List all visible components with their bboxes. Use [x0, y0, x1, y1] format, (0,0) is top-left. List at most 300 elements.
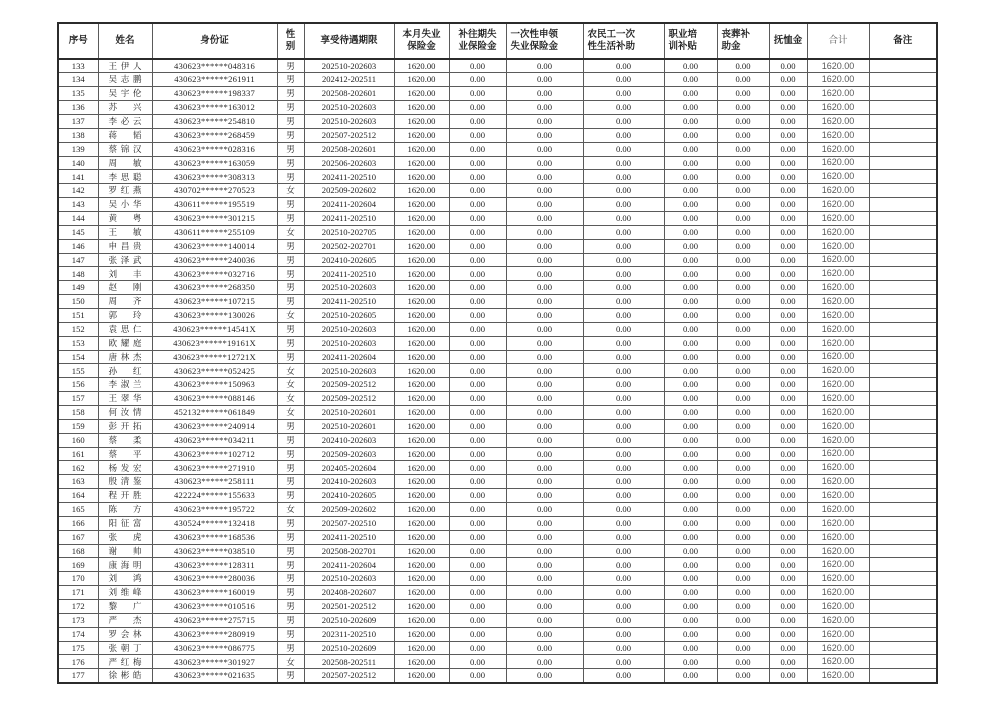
cell-pension: 0.00 [769, 655, 807, 669]
cell-remark [869, 378, 937, 392]
cell-migrant: 0.00 [583, 641, 664, 655]
cell-remark [869, 142, 937, 156]
table-row [58, 114, 937, 128]
cell-seq: 176 [58, 655, 98, 669]
cell-funeral: 0.00 [717, 530, 769, 544]
table-row [58, 641, 937, 655]
table-row [58, 170, 937, 184]
cell-id: 430623******240036 [152, 253, 277, 267]
cell-seq: 155 [58, 364, 98, 378]
cell-seq: 137 [58, 114, 98, 128]
cell-period: 202408-202607 [304, 586, 394, 600]
cell-monthly: 1620.00 [394, 128, 449, 142]
cell-pension: 0.00 [769, 544, 807, 558]
cell-seq: 175 [58, 641, 98, 655]
cell-seq: 150 [58, 295, 98, 309]
cell-seq: 172 [58, 600, 98, 614]
cell-training: 0.00 [664, 253, 717, 267]
cell-lumpsum: 0.00 [506, 530, 583, 544]
cell-funeral: 0.00 [717, 600, 769, 614]
cell-seq: 167 [58, 530, 98, 544]
cell-pension: 0.00 [769, 170, 807, 184]
cell-funeral: 0.00 [717, 239, 769, 253]
cell-training: 0.00 [664, 156, 717, 170]
cell-remark [869, 530, 937, 544]
cell-makeup: 0.00 [449, 114, 506, 128]
cell-migrant: 0.00 [583, 558, 664, 572]
cell-id: 430623******280919 [152, 627, 277, 641]
cell-lumpsum: 0.00 [506, 322, 583, 336]
cell-training: 0.00 [664, 378, 717, 392]
cell-pension: 0.00 [769, 641, 807, 655]
cell-monthly: 1620.00 [394, 336, 449, 350]
cell-makeup: 0.00 [449, 59, 506, 73]
cell-lumpsum: 0.00 [506, 641, 583, 655]
cell-gender: 男 [277, 461, 304, 475]
table-row [58, 613, 937, 627]
cell-name: 刘鸿 [98, 572, 152, 586]
cell-id: 430623******301215 [152, 211, 277, 225]
table-row [58, 503, 937, 517]
cell-id: 430623******301927 [152, 655, 277, 669]
cell-funeral: 0.00 [717, 558, 769, 572]
cell-migrant: 0.00 [583, 59, 664, 73]
cell-id: 430623******150963 [152, 378, 277, 392]
table-row [58, 586, 937, 600]
cell-migrant: 0.00 [583, 114, 664, 128]
cell-makeup: 0.00 [449, 586, 506, 600]
cell-makeup: 0.00 [449, 87, 506, 101]
table-row [58, 447, 937, 461]
cell-migrant: 0.00 [583, 503, 664, 517]
cell-seq: 166 [58, 516, 98, 530]
cell-name: 阳征富 [98, 516, 152, 530]
cell-seq: 171 [58, 586, 98, 600]
cell-name: 程开胜 [98, 489, 152, 503]
cell-migrant: 0.00 [583, 378, 664, 392]
cell-makeup: 0.00 [449, 641, 506, 655]
cell-pension: 0.00 [769, 558, 807, 572]
cell-remark [869, 572, 937, 586]
cell-monthly: 1620.00 [394, 73, 449, 87]
cell-name: 吴小华 [98, 198, 152, 212]
cell-lumpsum: 0.00 [506, 225, 583, 239]
cell-migrant: 0.00 [583, 308, 664, 322]
cell-period: 202510-202603 [304, 101, 394, 115]
cell-remark [869, 59, 937, 73]
cell-monthly: 1620.00 [394, 142, 449, 156]
col-header-pension: 抚恤金 [769, 23, 807, 59]
cell-remark [869, 613, 937, 627]
cell-name: 袁思仁 [98, 322, 152, 336]
cell-pension: 0.00 [769, 613, 807, 627]
cell-remark [869, 267, 937, 281]
cell-monthly: 1620.00 [394, 156, 449, 170]
cell-funeral: 0.00 [717, 128, 769, 142]
cell-makeup: 0.00 [449, 73, 506, 87]
table-row [58, 364, 937, 378]
cell-id: 430623******010516 [152, 600, 277, 614]
cell-seq: 165 [58, 503, 98, 517]
cell-remark [869, 114, 937, 128]
cell-monthly: 1620.00 [394, 308, 449, 322]
cell-seq: 146 [58, 239, 98, 253]
cell-migrant: 0.00 [583, 322, 664, 336]
cell-total: 1620.00 [807, 156, 869, 170]
cell-seq: 152 [58, 322, 98, 336]
cell-gender: 男 [277, 419, 304, 433]
cell-period: 202510-202605 [304, 308, 394, 322]
cell-gender: 男 [277, 239, 304, 253]
cell-monthly: 1620.00 [394, 101, 449, 115]
cell-training: 0.00 [664, 114, 717, 128]
cell-id: 430623******128311 [152, 558, 277, 572]
cell-remark [869, 586, 937, 600]
cell-total: 1620.00 [807, 475, 869, 489]
cell-monthly: 1620.00 [394, 544, 449, 558]
cell-training: 0.00 [664, 586, 717, 600]
cell-remark [869, 489, 937, 503]
cell-makeup: 0.00 [449, 142, 506, 156]
cell-migrant: 0.00 [583, 433, 664, 447]
table-row [58, 198, 937, 212]
cell-makeup: 0.00 [449, 211, 506, 225]
cell-training: 0.00 [664, 225, 717, 239]
cell-remark [869, 503, 937, 517]
cell-makeup: 0.00 [449, 198, 506, 212]
cell-total: 1620.00 [807, 447, 869, 461]
cell-monthly: 1620.00 [394, 641, 449, 655]
cell-seq: 142 [58, 184, 98, 198]
cell-id: 430524******132418 [152, 516, 277, 530]
cell-period: 202411-202604 [304, 558, 394, 572]
cell-id: 430702******270523 [152, 184, 277, 198]
table-row [58, 600, 937, 614]
cell-pension: 0.00 [769, 530, 807, 544]
cell-gender: 男 [277, 170, 304, 184]
cell-funeral: 0.00 [717, 489, 769, 503]
cell-pension: 0.00 [769, 225, 807, 239]
cell-period: 202411-202510 [304, 170, 394, 184]
cell-id: 430623******268459 [152, 128, 277, 142]
cell-makeup: 0.00 [449, 503, 506, 517]
cell-monthly: 1620.00 [394, 239, 449, 253]
cell-migrant: 0.00 [583, 225, 664, 239]
cell-total: 1620.00 [807, 489, 869, 503]
cell-funeral: 0.00 [717, 586, 769, 600]
cell-id: 430623******102712 [152, 447, 277, 461]
cell-lumpsum: 0.00 [506, 516, 583, 530]
cell-remark [869, 558, 937, 572]
cell-gender: 男 [277, 627, 304, 641]
cell-training: 0.00 [664, 516, 717, 530]
cell-monthly: 1620.00 [394, 461, 449, 475]
cell-funeral: 0.00 [717, 405, 769, 419]
cell-pension: 0.00 [769, 627, 807, 641]
cell-funeral: 0.00 [717, 392, 769, 406]
cell-total: 1620.00 [807, 211, 869, 225]
cell-pension: 0.00 [769, 350, 807, 364]
cell-pension: 0.00 [769, 433, 807, 447]
cell-name: 王翠华 [98, 392, 152, 406]
cell-seq: 141 [58, 170, 98, 184]
cell-id: 452132******061849 [152, 405, 277, 419]
cell-total: 1620.00 [807, 558, 869, 572]
cell-period: 202508-202601 [304, 87, 394, 101]
cell-migrant: 0.00 [583, 350, 664, 364]
table-row [58, 128, 937, 142]
cell-training: 0.00 [664, 295, 717, 309]
table-row [58, 253, 937, 267]
col-header-name: 姓名 [98, 23, 152, 59]
cell-id: 430623******021635 [152, 669, 277, 683]
unemployment-benefit-table [57, 22, 938, 684]
cell-period: 202507-202510 [304, 516, 394, 530]
cell-id: 430623******195722 [152, 503, 277, 517]
cell-id: 430623******168536 [152, 530, 277, 544]
cell-lumpsum: 0.00 [506, 239, 583, 253]
cell-total: 1620.00 [807, 516, 869, 530]
cell-lumpsum: 0.00 [506, 114, 583, 128]
cell-name: 李思聪 [98, 170, 152, 184]
cell-training: 0.00 [664, 281, 717, 295]
cell-makeup: 0.00 [449, 655, 506, 669]
cell-training: 0.00 [664, 267, 717, 281]
cell-name: 严杰 [98, 613, 152, 627]
cell-funeral: 0.00 [717, 641, 769, 655]
cell-name: 郭玲 [98, 308, 152, 322]
cell-training: 0.00 [664, 73, 717, 87]
col-header-gender: 性 别 [277, 23, 304, 59]
cell-pension: 0.00 [769, 405, 807, 419]
cell-gender: 男 [277, 336, 304, 350]
cell-lumpsum: 0.00 [506, 336, 583, 350]
cell-monthly: 1620.00 [394, 503, 449, 517]
cell-total: 1620.00 [807, 419, 869, 433]
cell-training: 0.00 [664, 600, 717, 614]
cell-total: 1620.00 [807, 308, 869, 322]
cell-monthly: 1620.00 [394, 184, 449, 198]
cell-seq: 154 [58, 350, 98, 364]
cell-makeup: 0.00 [449, 336, 506, 350]
cell-migrant: 0.00 [583, 211, 664, 225]
cell-funeral: 0.00 [717, 503, 769, 517]
cell-gender: 男 [277, 211, 304, 225]
cell-seq: 138 [58, 128, 98, 142]
cell-lumpsum: 0.00 [506, 613, 583, 627]
cell-name: 申昌贵 [98, 239, 152, 253]
col-header-lumpsum: 一次性申领 失业保险金 [506, 23, 583, 59]
cell-pension: 0.00 [769, 101, 807, 115]
cell-pension: 0.00 [769, 392, 807, 406]
cell-lumpsum: 0.00 [506, 600, 583, 614]
cell-migrant: 0.00 [583, 516, 664, 530]
cell-lumpsum: 0.00 [506, 101, 583, 115]
cell-makeup: 0.00 [449, 364, 506, 378]
cell-name: 康海明 [98, 558, 152, 572]
cell-lumpsum: 0.00 [506, 461, 583, 475]
cell-remark [869, 392, 937, 406]
cell-training: 0.00 [664, 530, 717, 544]
cell-id: 430623******052425 [152, 364, 277, 378]
cell-training: 0.00 [664, 655, 717, 669]
cell-total: 1620.00 [807, 586, 869, 600]
cell-makeup: 0.00 [449, 475, 506, 489]
cell-makeup: 0.00 [449, 558, 506, 572]
cell-migrant: 0.00 [583, 170, 664, 184]
cell-name: 殷清鉴 [98, 475, 152, 489]
table-row [58, 405, 937, 419]
cell-pension: 0.00 [769, 516, 807, 530]
cell-pension: 0.00 [769, 600, 807, 614]
cell-total: 1620.00 [807, 225, 869, 239]
cell-lumpsum: 0.00 [506, 350, 583, 364]
cell-period: 202510-202603 [304, 572, 394, 586]
cell-funeral: 0.00 [717, 419, 769, 433]
table-row [58, 322, 937, 336]
cell-name: 周齐 [98, 295, 152, 309]
cell-monthly: 1620.00 [394, 378, 449, 392]
cell-period: 202509-202602 [304, 503, 394, 517]
cell-funeral: 0.00 [717, 198, 769, 212]
cell-makeup: 0.00 [449, 392, 506, 406]
cell-remark [869, 73, 937, 87]
cell-pension: 0.00 [769, 73, 807, 87]
table-row [58, 419, 937, 433]
cell-total: 1620.00 [807, 669, 869, 683]
cell-training: 0.00 [664, 447, 717, 461]
cell-seq: 143 [58, 198, 98, 212]
cell-lumpsum: 0.00 [506, 211, 583, 225]
cell-id: 430611******255109 [152, 225, 277, 239]
cell-remark [869, 447, 937, 461]
table-row [58, 281, 937, 295]
table-row [58, 267, 937, 281]
cell-total: 1620.00 [807, 613, 869, 627]
table-row [58, 239, 937, 253]
cell-total: 1620.00 [807, 73, 869, 87]
cell-pension: 0.00 [769, 336, 807, 350]
cell-training: 0.00 [664, 419, 717, 433]
cell-makeup: 0.00 [449, 378, 506, 392]
cell-period: 202508-202601 [304, 142, 394, 156]
cell-training: 0.00 [664, 211, 717, 225]
cell-pension: 0.00 [769, 239, 807, 253]
table-header [58, 23, 937, 59]
cell-funeral: 0.00 [717, 544, 769, 558]
cell-id: 430623******048316 [152, 59, 277, 73]
cell-name: 刘丰 [98, 267, 152, 281]
cell-pension: 0.00 [769, 503, 807, 517]
cell-id: 430623******032716 [152, 267, 277, 281]
cell-migrant: 0.00 [583, 101, 664, 115]
cell-makeup: 0.00 [449, 267, 506, 281]
cell-funeral: 0.00 [717, 87, 769, 101]
cell-remark [869, 475, 937, 489]
cell-monthly: 1620.00 [394, 198, 449, 212]
cell-training: 0.00 [664, 101, 717, 115]
cell-period: 202508-202511 [304, 655, 394, 669]
cell-seq: 151 [58, 308, 98, 322]
cell-pension: 0.00 [769, 87, 807, 101]
cell-pension: 0.00 [769, 281, 807, 295]
cell-makeup: 0.00 [449, 669, 506, 683]
cell-period: 202410-202605 [304, 253, 394, 267]
col-header-period: 享受待遇期限 [304, 23, 394, 59]
cell-name: 徐彬皓 [98, 669, 152, 683]
cell-lumpsum: 0.00 [506, 544, 583, 558]
cell-makeup: 0.00 [449, 170, 506, 184]
cell-period: 202507-202512 [304, 128, 394, 142]
cell-training: 0.00 [664, 461, 717, 475]
cell-migrant: 0.00 [583, 336, 664, 350]
cell-total: 1620.00 [807, 170, 869, 184]
cell-migrant: 0.00 [583, 419, 664, 433]
cell-pension: 0.00 [769, 572, 807, 586]
cell-training: 0.00 [664, 87, 717, 101]
cell-seq: 161 [58, 447, 98, 461]
cell-seq: 168 [58, 544, 98, 558]
cell-gender: 男 [277, 253, 304, 267]
cell-id: 430623******280036 [152, 572, 277, 586]
cell-lumpsum: 0.00 [506, 87, 583, 101]
cell-id: 430623******107215 [152, 295, 277, 309]
cell-funeral: 0.00 [717, 627, 769, 641]
cell-migrant: 0.00 [583, 392, 664, 406]
cell-period: 202510-202609 [304, 641, 394, 655]
cell-gender: 女 [277, 364, 304, 378]
cell-migrant: 0.00 [583, 295, 664, 309]
cell-remark [869, 419, 937, 433]
table-row [58, 156, 937, 170]
table-row [58, 295, 937, 309]
cell-total: 1620.00 [807, 128, 869, 142]
cell-remark [869, 600, 937, 614]
cell-pension: 0.00 [769, 322, 807, 336]
cell-monthly: 1620.00 [394, 267, 449, 281]
cell-lumpsum: 0.00 [506, 503, 583, 517]
cell-period: 202410-202605 [304, 489, 394, 503]
cell-monthly: 1620.00 [394, 253, 449, 267]
cell-seq: 170 [58, 572, 98, 586]
cell-remark [869, 211, 937, 225]
cell-remark [869, 641, 937, 655]
cell-seq: 153 [58, 336, 98, 350]
cell-gender: 女 [277, 308, 304, 322]
cell-lumpsum: 0.00 [506, 59, 583, 73]
cell-training: 0.00 [664, 489, 717, 503]
table-row [58, 87, 937, 101]
cell-seq: 160 [58, 433, 98, 447]
cell-total: 1620.00 [807, 461, 869, 475]
table-row [58, 378, 937, 392]
cell-lumpsum: 0.00 [506, 627, 583, 641]
cell-funeral: 0.00 [717, 613, 769, 627]
cell-monthly: 1620.00 [394, 211, 449, 225]
cell-pension: 0.00 [769, 475, 807, 489]
cell-lumpsum: 0.00 [506, 156, 583, 170]
cell-period: 202506-202603 [304, 156, 394, 170]
cell-training: 0.00 [664, 641, 717, 655]
cell-training: 0.00 [664, 142, 717, 156]
header-row [58, 23, 937, 59]
col-header-seq: 序号 [58, 23, 98, 59]
cell-name: 吴宇伦 [98, 87, 152, 101]
cell-funeral: 0.00 [717, 267, 769, 281]
cell-training: 0.00 [664, 198, 717, 212]
cell-gender: 男 [277, 641, 304, 655]
cell-name: 李必云 [98, 114, 152, 128]
